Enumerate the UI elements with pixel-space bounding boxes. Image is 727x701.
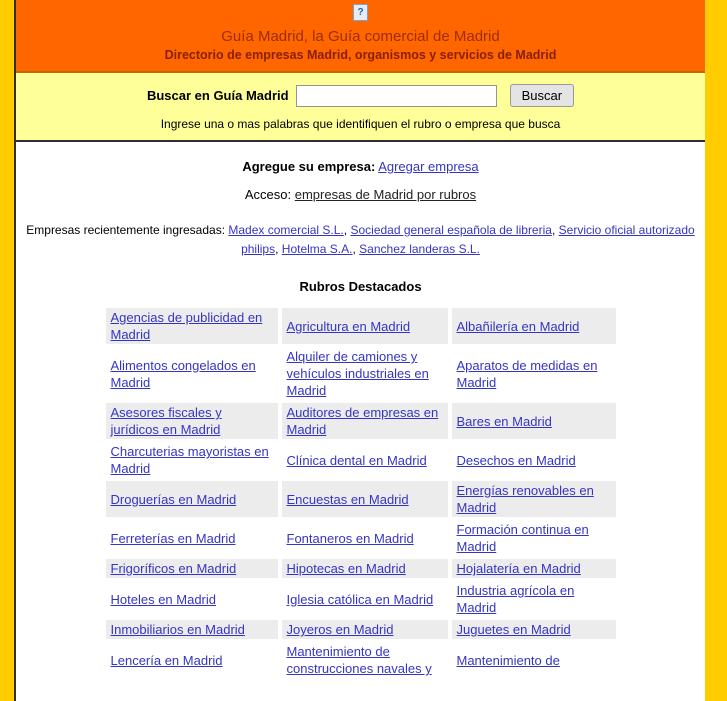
rubro-link[interactable]: Droguerías en Madrid bbox=[110, 491, 237, 507]
table-row bbox=[106, 620, 616, 639]
rubro-link[interactable]: Bares en Madrid bbox=[456, 413, 552, 429]
add-company-line bbox=[16, 142, 705, 174]
rubros-table-body bbox=[106, 308, 616, 678]
table-row bbox=[106, 581, 616, 617]
rubro-link[interactable]: Auditores de empresas en Madrid bbox=[286, 405, 439, 438]
rubro-link[interactable]: Alquiler de camiones y vehículos industriales en Madrid bbox=[286, 349, 429, 399]
recent-links: Madex comercial S.L., Sociedad general española de libreria, Servicio oficial autorizado philips, Hotelma S.A., Sanchez landeras S.L. bbox=[228, 223, 695, 256]
search-band bbox=[16, 73, 705, 142]
rubro-link[interactable]: Inmobiliarios en Madrid bbox=[110, 622, 245, 638]
access-label: Acceso: bbox=[244, 187, 292, 202]
search-label: Buscar en Guía Madrid bbox=[146, 88, 289, 103]
table-row bbox=[106, 481, 616, 517]
add-company-link[interactable]: Agregar empresa bbox=[378, 159, 479, 174]
broken-image-icon: ? bbox=[353, 4, 368, 21]
rubro-link[interactable]: Hoteles en Madrid bbox=[110, 591, 216, 607]
table-row bbox=[106, 442, 616, 478]
rubro-link[interactable]: Desechos en Madrid bbox=[456, 452, 576, 468]
rubro-link[interactable]: Alimentos congelados en Madrid bbox=[110, 357, 256, 390]
search-input[interactable] bbox=[296, 85, 497, 107]
rubro-link[interactable]: Frigoríficos en Madrid bbox=[110, 561, 237, 577]
rubro-link[interactable]: Mantenimiento de bbox=[456, 652, 560, 668]
rubro-link[interactable]: Hojalatería en Madrid bbox=[456, 561, 581, 577]
rubro-link[interactable]: Formación continua en Madrid bbox=[456, 522, 589, 555]
rubro-link[interactable]: Joyeros en Madrid bbox=[286, 622, 394, 638]
page-title: Guía Madrid, la Guía comercial de Madrid bbox=[221, 28, 500, 45]
rubro-link[interactable]: Agricultura en Madrid bbox=[286, 318, 411, 334]
rubro-link[interactable]: Ferreterías en Madrid bbox=[110, 530, 236, 546]
access-line bbox=[16, 187, 705, 202]
table-row bbox=[106, 308, 616, 344]
rubro-link[interactable]: Encuestas en Madrid bbox=[286, 491, 409, 507]
rubro-link[interactable]: Lencería en Madrid bbox=[110, 652, 223, 668]
recent-companies-line bbox=[25, 221, 697, 258]
recent-company-link[interactable]: Madex comercial S.L. bbox=[228, 223, 344, 237]
rubro-link[interactable]: Asesores fiscales y jurídicos en Madrid bbox=[110, 405, 222, 438]
rubros-title: Rubros Destacados bbox=[299, 279, 422, 295]
rubro-link[interactable]: Industria agrícola en Madrid bbox=[456, 583, 575, 616]
page-header bbox=[16, 0, 705, 73]
rubro-link[interactable]: Iglesia católica en Madrid bbox=[286, 591, 434, 607]
table-row bbox=[106, 642, 616, 678]
main-content bbox=[16, 142, 705, 701]
rubro-link[interactable]: Aparatos de medidas en Madrid bbox=[456, 357, 598, 390]
access-rubros-link[interactable]: empresas de Madrid por rubros bbox=[294, 187, 477, 202]
search-hint: Ingrese una o mas palabras que identifiquen el rubro o empresa que busca bbox=[160, 117, 561, 131]
table-row bbox=[106, 403, 616, 439]
page-subtitle: Directorio de empresas Madrid, organismos y servicios de Madrid bbox=[164, 48, 557, 62]
search-button[interactable]: Buscar bbox=[510, 84, 574, 107]
rubro-link[interactable]: Juguetes en Madrid bbox=[456, 622, 571, 638]
table-row bbox=[106, 559, 616, 578]
recent-company-link[interactable]: Servicio oficial autorizado philips bbox=[241, 223, 695, 256]
recent-company-link[interactable]: Hotelma S.A. bbox=[281, 241, 353, 256]
table-row bbox=[106, 520, 616, 556]
rubros-table bbox=[102, 305, 620, 681]
rubro-link[interactable]: Fontaneros en Madrid bbox=[286, 530, 414, 546]
rubro-link[interactable]: Albañilería en Madrid bbox=[456, 318, 580, 334]
table-row bbox=[106, 347, 616, 400]
recent-company-link[interactable]: Sociedad general española de libreria bbox=[350, 223, 552, 237]
rubro-link[interactable]: Charcuterias mayoristas en Madrid bbox=[110, 444, 269, 477]
rubro-link[interactable]: Energías renovables en Madrid bbox=[456, 483, 594, 516]
rubro-link[interactable]: Clínica dental en Madrid bbox=[286, 452, 427, 468]
add-company-label: Agregue su empresa: bbox=[242, 159, 376, 174]
page-container bbox=[14, 0, 705, 701]
rubro-link[interactable]: Agencias de publicidad en Madrid bbox=[110, 310, 263, 343]
recent-company-link[interactable]: Sanchez landeras S.L. bbox=[359, 241, 480, 256]
rubro-link[interactable]: Hipotecas en Madrid bbox=[286, 561, 406, 577]
recent-companies-label: Empresas recientemente ingresadas: bbox=[26, 223, 226, 237]
rubro-link[interactable]: Mantenimiento de construcciones navales y bbox=[286, 644, 432, 677]
